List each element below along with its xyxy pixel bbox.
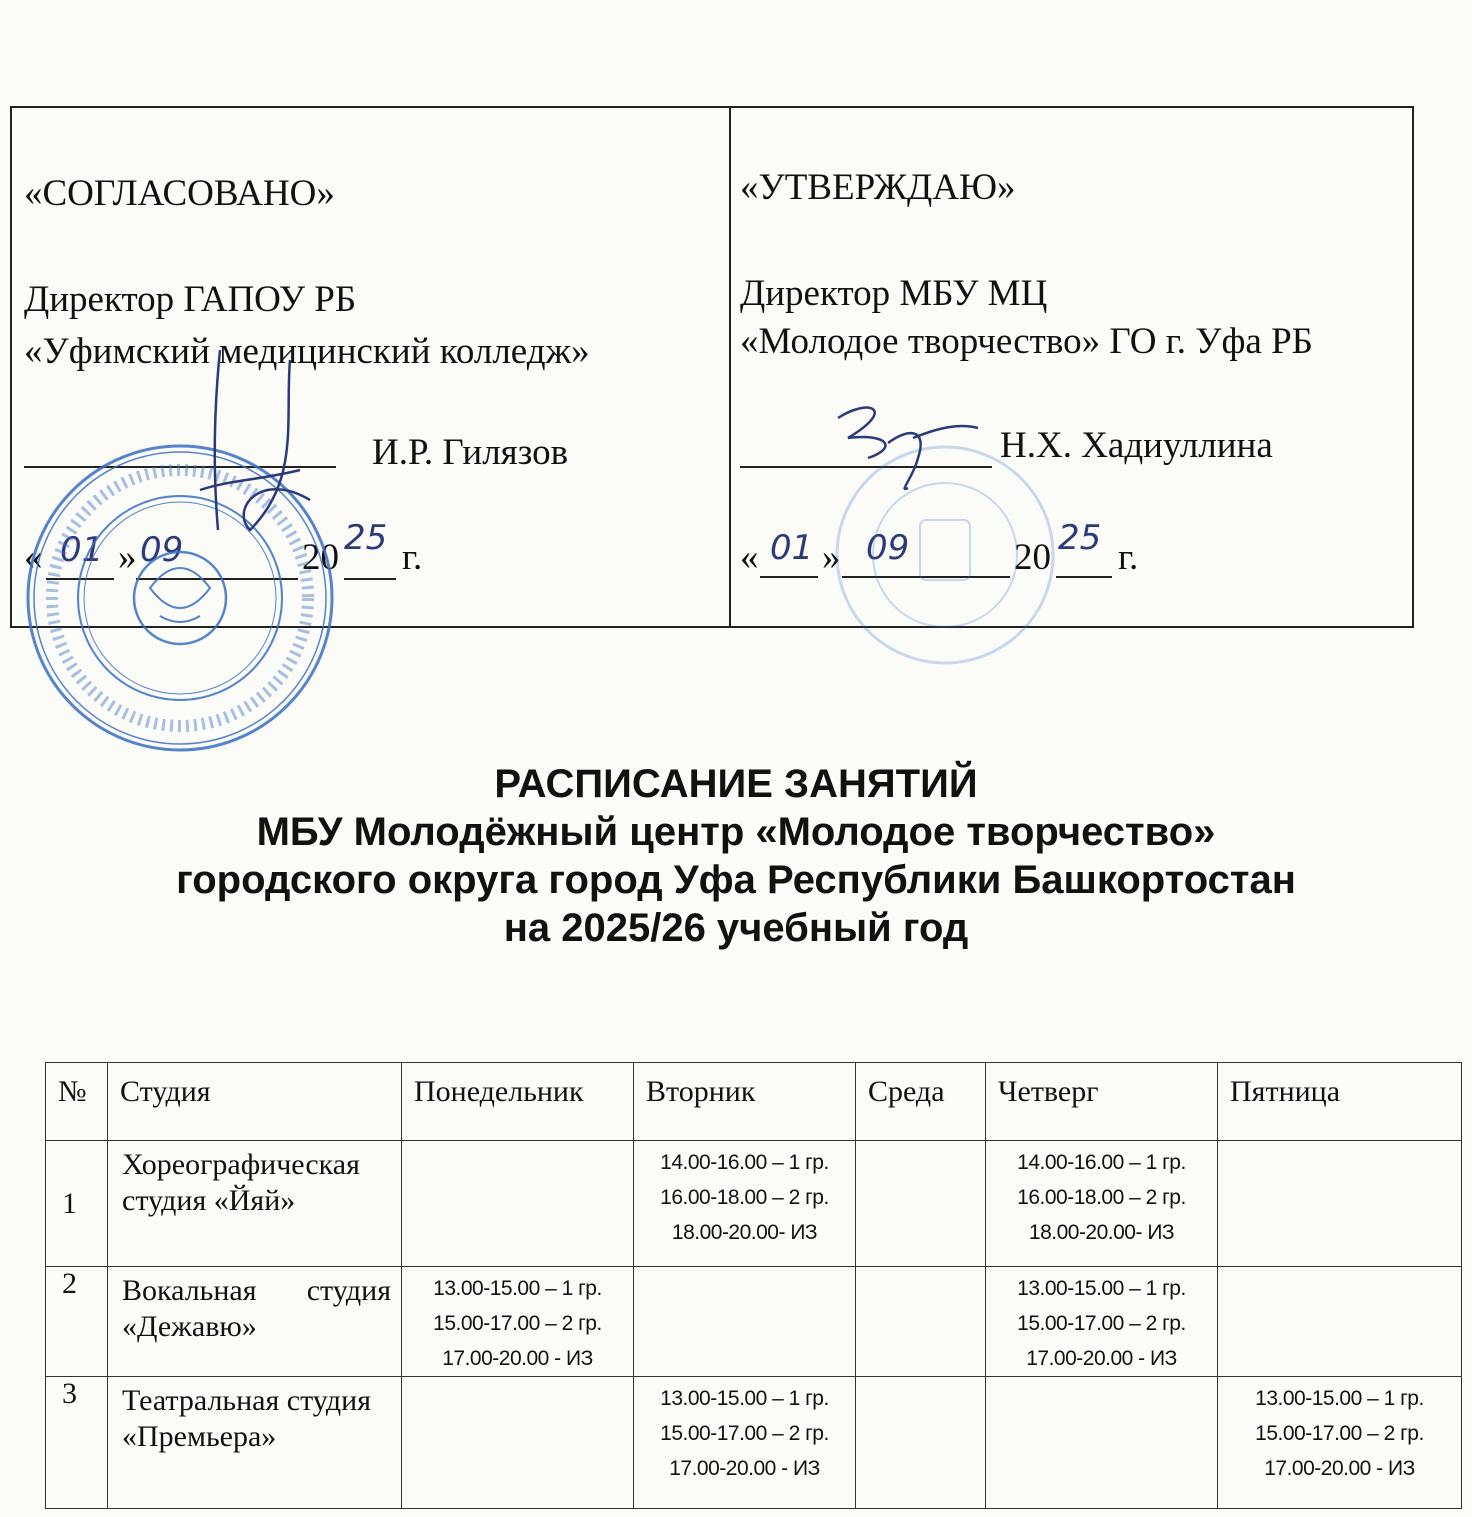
title-line-4: на 2025/26 учебный год xyxy=(503,906,969,950)
cell-wednesday xyxy=(856,1267,986,1377)
cell-wednesday xyxy=(856,1377,986,1509)
right-signer-name: Н.Х. Хадиуллина xyxy=(1000,425,1273,466)
left-position-line1: Директор ГАПОУ РБ xyxy=(24,279,357,320)
right-position-line1: Директор МБУ МЦ xyxy=(740,273,1048,314)
schedule-table xyxy=(45,1062,1462,1509)
cell-thursday: 13.00-15.00 – 1 гр. 15.00-17.00 – 2 гр. 17.00-20.00 - ИЗ xyxy=(986,1267,1218,1377)
approved-heading-left: «СОГЛАСОВАНО» xyxy=(24,173,335,214)
right-date-day: 01 xyxy=(770,528,814,568)
left-signer-name: И.Р. Гилязов xyxy=(372,432,569,473)
row-num: 2 xyxy=(46,1267,108,1377)
cell-monday: 13.00-15.00 – 1 гр. 15.00-17.00 – 2 гр. 17.00-20.00 - ИЗ xyxy=(402,1267,634,1377)
left-date-day: 01 xyxy=(60,530,104,570)
cell-wednesday xyxy=(856,1141,986,1267)
left-position-line2: «Уфимский медицинский колледж» xyxy=(24,331,590,372)
document-title xyxy=(0,760,1472,952)
left-date-year: 25 xyxy=(344,518,388,558)
header-num: № xyxy=(46,1063,108,1141)
right-date-year: 25 xyxy=(1058,518,1102,558)
right-position-line2: «Молодое творчество» ГО г. Уфа РБ xyxy=(740,321,1313,362)
left-signature-icon xyxy=(190,340,330,540)
table-row xyxy=(46,1141,1462,1267)
header-friday: Пятница xyxy=(1218,1063,1462,1141)
header-wednesday: Среда xyxy=(856,1063,986,1141)
title-line-1: РАСПИСАНИЕ ЗАНЯТИЙ xyxy=(494,762,978,806)
row-studio: Хореографическая студия «Йяй» xyxy=(108,1141,402,1267)
table-row xyxy=(46,1267,1462,1377)
cell-thursday: 14.00-16.00 – 1 гр. 16.00-18.00 – 2 гр. 18.00-20.00- ИЗ xyxy=(986,1141,1218,1267)
approved-heading-right: «УТВЕРЖДАЮ» xyxy=(740,167,1016,208)
cell-tuesday: 13.00-15.00 – 1 гр. 15.00-17.00 – 2 гр. 17.00-20.00 - ИЗ xyxy=(634,1377,856,1509)
cell-tuesday xyxy=(634,1267,856,1377)
header-studio: Студия xyxy=(108,1063,402,1141)
row-studio: Театральная студия «Премьера» xyxy=(108,1377,402,1509)
approval-divider xyxy=(729,108,731,626)
table-header-row xyxy=(46,1063,1462,1141)
cell-friday xyxy=(1218,1267,1462,1377)
header-thursday: Четверг xyxy=(986,1063,1218,1141)
cell-monday xyxy=(402,1141,634,1267)
cell-thursday xyxy=(986,1377,1218,1509)
header-monday: Понедельник xyxy=(402,1063,634,1141)
title-line-3: городского округа город Уфа Республики Башкортостан xyxy=(176,858,1296,902)
right-date-month: 09 xyxy=(866,528,910,568)
cell-friday: 13.00-15.00 – 1 гр. 15.00-17.00 – 2 гр. 17.00-20.00 - ИЗ xyxy=(1218,1377,1462,1509)
cell-friday xyxy=(1218,1141,1462,1267)
row-studio: Вокальная студия «Дежавю» xyxy=(108,1267,402,1377)
row-num: 1 xyxy=(46,1141,108,1267)
table-row xyxy=(46,1377,1462,1509)
title-line-2: МБУ Молодёжный центр «Молодое творчество» xyxy=(256,810,1216,854)
right-signature-icon xyxy=(808,398,988,498)
left-date-month: 09 xyxy=(140,530,184,570)
header-tuesday: Вторник xyxy=(634,1063,856,1141)
cell-monday xyxy=(402,1377,634,1509)
row-num: 3 xyxy=(46,1377,108,1509)
cell-tuesday: 14.00-16.00 – 1 гр. 16.00-18.00 – 2 гр. 18.00-20.00- ИЗ xyxy=(634,1141,856,1267)
